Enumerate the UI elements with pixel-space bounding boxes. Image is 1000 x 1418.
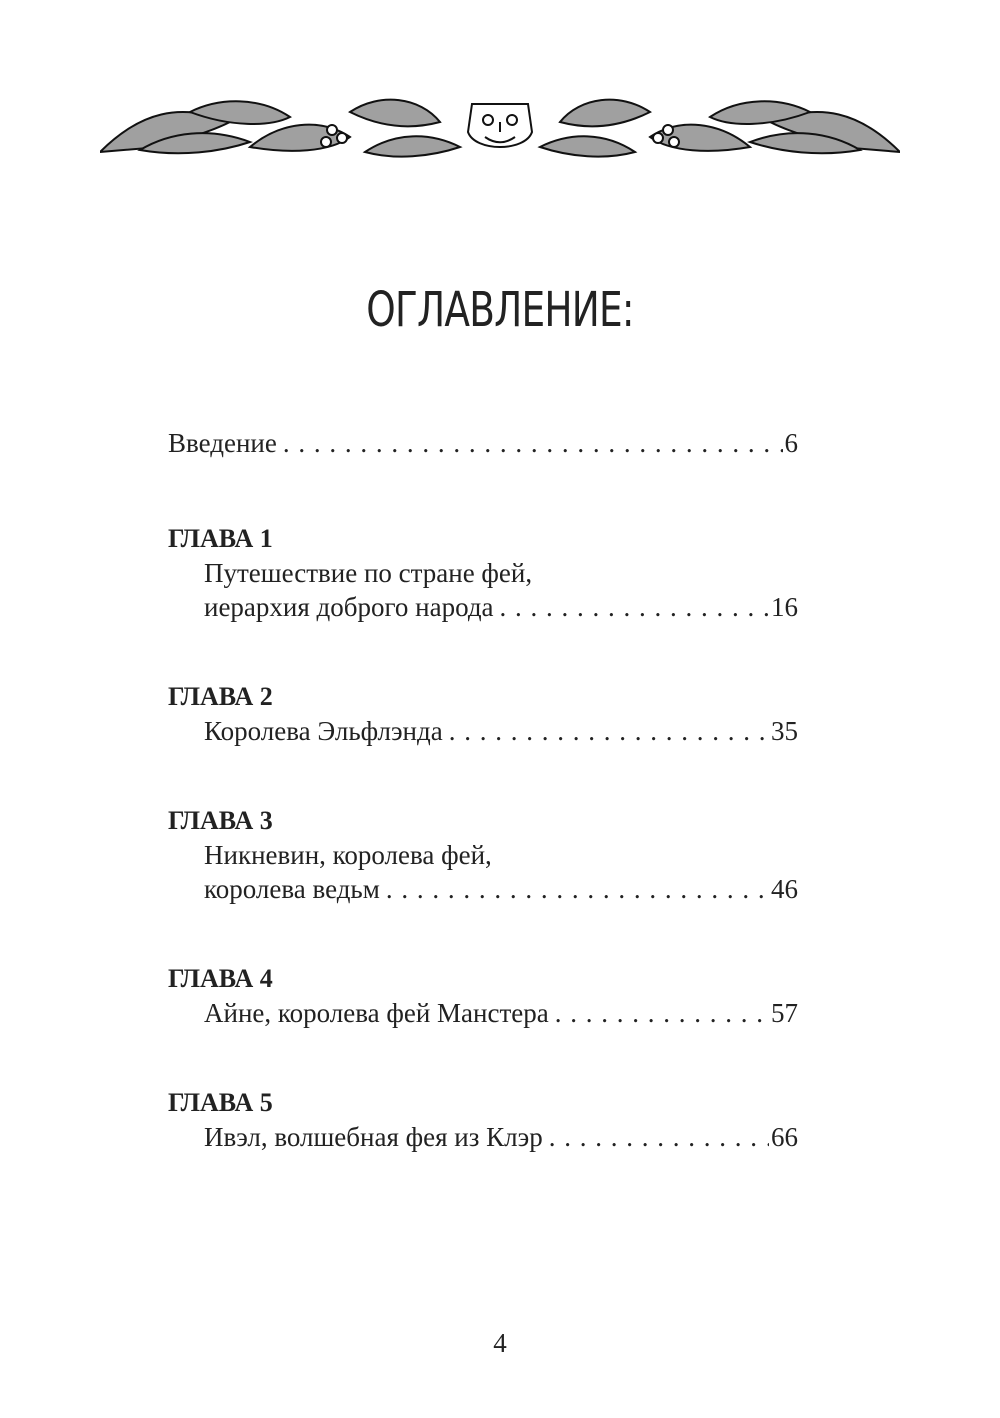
entry-page: 6	[784, 428, 798, 458]
entry-label: иерархия доброго народа	[204, 592, 494, 622]
page-number: 4	[493, 1328, 507, 1358]
toc-chapter-4[interactable]	[168, 962, 798, 1030]
chapter-heading: ГЛАВА 3	[168, 806, 273, 835]
floral-ornament-header	[100, 92, 900, 162]
dot-leader	[555, 996, 769, 1030]
dot-leader	[549, 1120, 769, 1154]
toc-chapter-1[interactable]	[168, 522, 798, 624]
chapter-heading: ГЛАВА 1	[168, 524, 273, 553]
entry-page: 16	[771, 592, 798, 622]
chapter-heading: ГЛАВА 2	[168, 682, 273, 711]
toc-entry-introduction[interactable]	[168, 426, 798, 460]
dot-leader	[283, 426, 783, 460]
entry-page: 57	[771, 998, 798, 1028]
entry-label: Введение	[168, 428, 277, 458]
entry-label: королева ведьм	[204, 874, 380, 904]
entry-page: 35	[771, 716, 798, 746]
dot-leader	[449, 714, 769, 748]
toc-chapter-3[interactable]	[168, 804, 798, 906]
dot-leader	[386, 872, 769, 906]
entry-label: Королева Эльфлэнда	[204, 716, 443, 746]
toc-chapter-2[interactable]	[168, 680, 798, 748]
entry-label: Никневин, королева фей,	[204, 840, 492, 870]
entry-page: 46	[771, 874, 798, 904]
entry-page: 66	[771, 1122, 798, 1152]
dot-leader	[500, 590, 769, 624]
entry-label: Путешествие по стране фей,	[204, 558, 533, 588]
table-of-contents	[168, 418, 798, 1154]
entry-label: Ивэл, волшебная фея из Клэр	[204, 1122, 543, 1152]
toc-chapter-5[interactable]	[168, 1086, 798, 1154]
toc-title: ОГЛАВЛЕНИЕ:	[366, 282, 634, 338]
chapter-heading: ГЛАВА 4	[168, 964, 273, 993]
entry-label: Айне, королева фей Манстера	[204, 998, 549, 1028]
chapter-heading: ГЛАВА 5	[168, 1088, 273, 1117]
